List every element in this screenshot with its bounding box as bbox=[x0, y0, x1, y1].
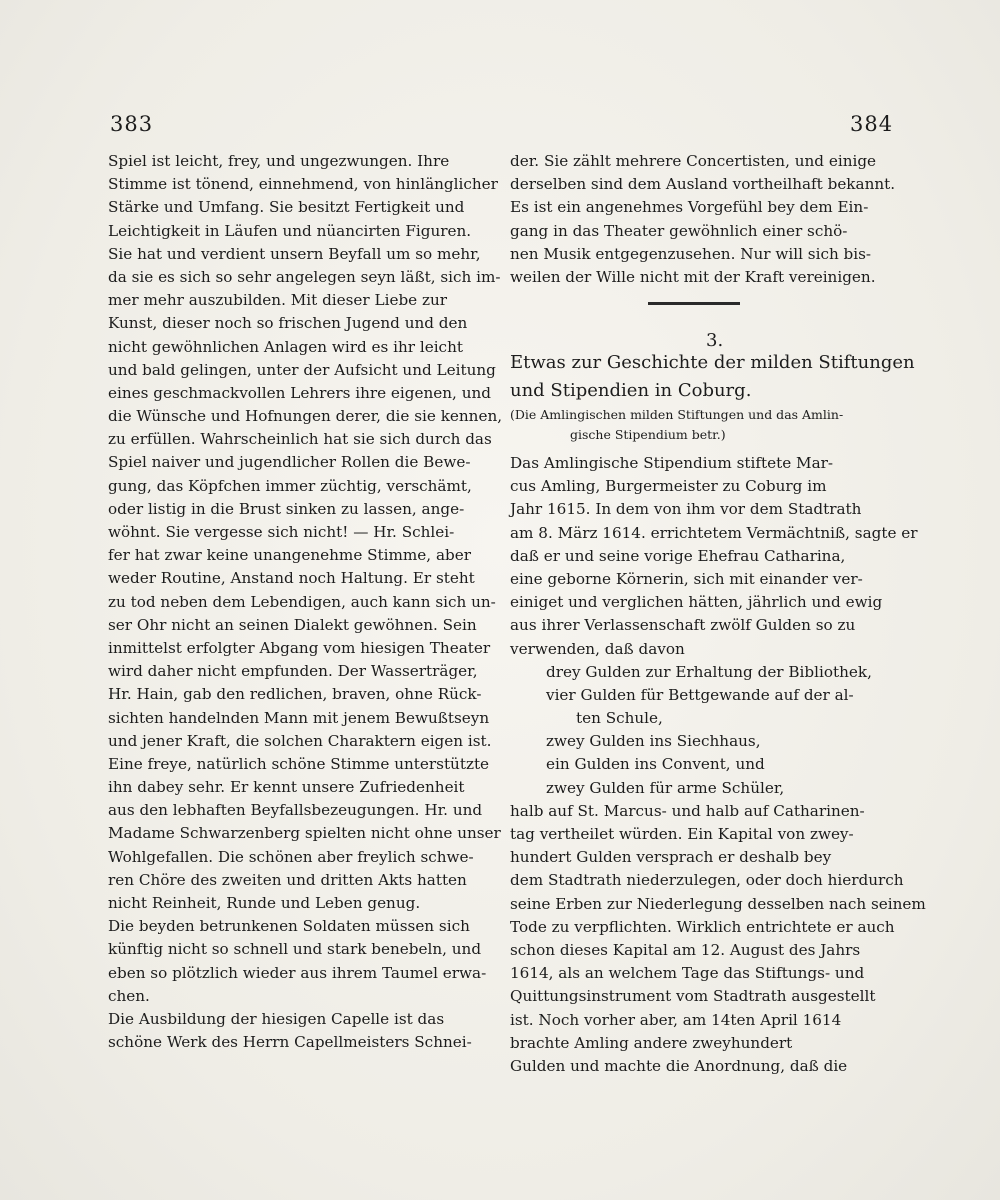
text-line: schöne Werk des Herrn Capellmeisters Schnei- bbox=[108, 1033, 472, 1052]
text-line: wird daher nicht empfunden. Der Wasserträger, bbox=[108, 662, 478, 681]
list-item: drey Gulden zur Erhaltung der Bibliothek, bbox=[546, 662, 872, 681]
text-line: derselben sind dem Ausland vortheilhaft bekannt. bbox=[510, 175, 896, 194]
text-line: hundert Gulden versprach er deshalb bey bbox=[510, 848, 832, 867]
section-subtitle-line-1: (Die Amlingischen milden Stiftungen und das Amlin- bbox=[510, 407, 844, 422]
text-line: ren Chöre des zweiten und dritten Akts hatten bbox=[108, 870, 467, 889]
text-line: eben so plötzlich wieder aus ihrem Taumel erwa- bbox=[108, 963, 487, 982]
section-title-line-2: und Stipendien in Coburg. bbox=[510, 380, 752, 401]
text-line: fer hat zwar keine unangenehme Stimme, aber bbox=[108, 546, 471, 565]
text-line: Kunst, dieser noch so frischen Jugend und den bbox=[108, 314, 468, 333]
text-line: ser Ohr nicht an seinen Dialekt gewöhnen. Sein bbox=[108, 615, 477, 634]
list-item: vier Gulden für Bettgewande auf der al- bbox=[546, 685, 854, 704]
text-line: brachte Amling andere zweyhundert bbox=[510, 1033, 793, 1052]
text-line: Stimme ist tönend, einnehmend, von hinlänglicher bbox=[108, 175, 498, 194]
text-line: Eine freye, natürlich schöne Stimme unterstützte bbox=[108, 754, 490, 773]
text-line: Quittungsinstrument vom Stadtrath ausgestellt bbox=[510, 987, 876, 1006]
right-text-column-top bbox=[510, 150, 896, 289]
text-line: gang in das Theater gewöhnlich einer schö- bbox=[510, 221, 848, 240]
list-item: ten Schule, bbox=[576, 709, 663, 728]
text-line: eine geborne Körnerin, sich mit einander ver- bbox=[510, 569, 863, 588]
text-line: Madame Schwarzenberg spielten nicht ohne unser bbox=[108, 824, 501, 843]
text-line: weilen der Wille nicht mit der Kraft vereinigen. bbox=[510, 267, 876, 286]
right-page-number: 384 bbox=[850, 112, 894, 136]
text-line: aus ihrer Verlassenschaft zwölf Gulden so zu bbox=[510, 616, 856, 635]
text-line: und jener Kraft, die solchen Charaktern eigen ist. bbox=[108, 731, 492, 750]
section-title-line-1: Etwas zur Geschichte der milden Stiftungen bbox=[510, 352, 915, 373]
text-line: künftig nicht so schnell und stark benebeln, und bbox=[108, 940, 482, 959]
text-line: der. Sie zählt mehrere Concertisten, und einige bbox=[510, 152, 877, 170]
list-item: ein Gulden ins Convent, und bbox=[546, 755, 765, 774]
text-line: schon dieses Kapital am 12. August des Jahrs bbox=[510, 940, 861, 959]
text-line: Die beyden betrunkenen Soldaten müssen sich bbox=[108, 917, 470, 936]
text-line: Sie hat und verdient unsern Beyfall um so mehr, bbox=[108, 244, 481, 263]
text-line: mer mehr auszubilden. Mit dieser Liebe zur bbox=[108, 291, 448, 310]
left-text-column bbox=[108, 150, 503, 1054]
text-line: 1614, als an welchem Tage das Stiftungs- und bbox=[510, 964, 865, 983]
text-line: Leichtigkeit in Läufen und nüancirten Figuren. bbox=[108, 221, 472, 240]
text-line: Spiel naiver und jugendlicher Rollen die Bewe- bbox=[108, 453, 471, 472]
text-line: ihn dabey sehr. Er kennt unsere Zufriedenheit bbox=[108, 778, 465, 797]
text-line: tag vertheilet würden. Ein Kapital von zwey- bbox=[510, 825, 854, 843]
text-line: ist. Noch vorher aber, am 14ten April 1614 bbox=[510, 1010, 842, 1029]
text-line: verwenden, daß davon bbox=[510, 639, 685, 658]
text-line: Hr. Hain, gab den redlichen, braven, ohne Rück- bbox=[108, 685, 482, 704]
section-subtitle-line-2: gische Stipendium betr.) bbox=[570, 427, 726, 442]
section-divider-rule bbox=[648, 302, 740, 305]
text-line: nen Musik entgegenzusehen. Nur will sich bis- bbox=[510, 244, 872, 263]
text-line: die Wünsche und Hofnungen derer, die sie kennen, bbox=[108, 407, 503, 426]
text-line: nicht gewöhnlichen Anlagen wird es ihr leicht bbox=[108, 337, 463, 356]
text-line: eines geschmackvollen Lehrers ihre eigenen, und bbox=[108, 383, 491, 402]
text-line: zu tod neben dem Lebendigen, auch kann sich un- bbox=[108, 592, 496, 611]
text-line: chen. bbox=[108, 986, 150, 1005]
text-line: nicht Reinheit, Runde und Leben genug. bbox=[108, 894, 421, 912]
text-line: halb auf St. Marcus- und halb auf Catharinen- bbox=[510, 801, 865, 820]
text-line: Die Ausbildung der hiesigen Capelle ist das bbox=[108, 1009, 445, 1028]
text-line: weder Routine, Anstand noch Haltung. Er steht bbox=[108, 569, 475, 588]
text-line: da sie es sich so sehr angelegen seyn läßt, sich im- bbox=[108, 267, 501, 286]
text-line: oder listig in die Brust sinken zu lassen, ange- bbox=[108, 499, 465, 518]
text-line: Tode zu verpflichten. Wirklich entrichtete er auch bbox=[510, 917, 895, 936]
text-line: aus den lebhaften Beyfallsbezeugungen. Hr. und bbox=[108, 801, 483, 820]
text-line: Gulden und machte die Anordnung, daß die bbox=[510, 1056, 848, 1075]
text-line: einiget und verglichen hätten, jährlich und ewig bbox=[510, 593, 883, 612]
text-line: und bald gelingen, unter der Aufsicht und Leitung bbox=[108, 360, 496, 379]
right-text-column-body bbox=[510, 452, 926, 1078]
text-line: daß er und seine vorige Ehefrau Catharina, bbox=[510, 546, 846, 565]
text-line: inmittelst erfolgter Abgang vom hiesigen Theater bbox=[108, 638, 491, 657]
text-line: am 8. März 1614. errichtetem Vermächtniß, sagte er bbox=[510, 523, 918, 542]
text-line: wöhnt. Sie vergesse sich nicht! — Hr. Schlei- bbox=[108, 523, 455, 541]
text-line: cus Amling, Burgermeister zu Coburg im bbox=[510, 477, 827, 496]
text-line: gung, das Köpfchen immer züchtig, verschämt, bbox=[108, 476, 472, 495]
section-number: 3. bbox=[706, 330, 724, 351]
left-page-number: 383 bbox=[110, 112, 154, 136]
text-line: Stärke und Umfang. Sie besitzt Fertigkeit und bbox=[108, 198, 465, 217]
text-line: Es ist ein angenehmes Vorgefühl bey dem Ein- bbox=[510, 198, 869, 217]
text-line: seine Erben zur Niederlegung desselben nach seinem bbox=[510, 894, 926, 913]
text-line: Wohlgefallen. Die schönen aber freylich schwe- bbox=[108, 847, 474, 866]
text-line: Spiel ist leicht, frey, und ungezwungen. Ihre bbox=[108, 152, 450, 170]
list-item: zwey Gulden ins Siechhaus, bbox=[546, 732, 761, 751]
text-line: Jahr 1615. In dem von ihm vor dem Stadtrath bbox=[510, 500, 862, 519]
text-line: dem Stadtrath niederzulegen, oder doch hierdurch bbox=[510, 871, 904, 890]
text-line: Das Amlingische Stipendium stiftete Mar- bbox=[510, 454, 834, 472]
text-line: sichten handelnden Mann mit jenem Bewußtseyn bbox=[108, 708, 490, 727]
list-item: zwey Gulden für arme Schüler, bbox=[546, 778, 785, 797]
text-line: zu erfüllen. Wahrscheinlich hat sie sich durch das bbox=[108, 430, 492, 449]
